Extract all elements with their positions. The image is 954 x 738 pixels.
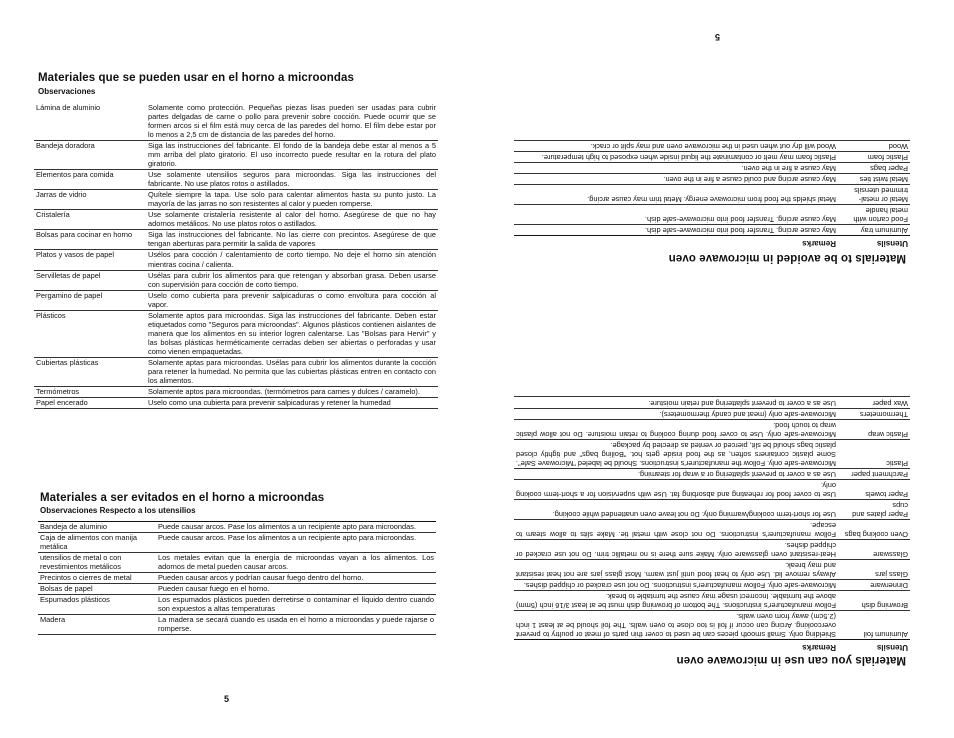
remark-cell: Usélos para cocción / calentamiento de corto tiempo. No deje el horno sin atención mientras cocina / calienta. <box>148 250 436 269</box>
table-row <box>514 539 910 559</box>
remark-cell: Uselo como una cubierta para prevenir salpicaduras y retener la humedad <box>146 397 438 408</box>
material-cell: Paper bags <box>838 163 910 174</box>
remark-cell: Puede causar arcos. Pase los alimentos a un recipiente apto para microondas. <box>156 522 436 533</box>
remark-cell: Siga las instrucciones del fabricante. El fondo de la bandeja debe estar al menos a 5 mm arriba del plato giratorio. El uso incorrecto puede resultar en la rotura del plato giratorio. <box>148 141 436 169</box>
remark-cell: Solamente como protección. Pequeñas piezas lisas pueden ser usadas para cubrir partes delgadas de carne o pollo para prevenir sobre cocción. Puede ocurrir que se formen arcos si el film está muy cerca de las paredes del horno. El film debe estar por lo menos a 2,5 cm de distancia de las paredes del horno. <box>148 103 436 140</box>
remark-cell: Puede causar arcos. Pase los alimentos a un recipiente apto para microondas. <box>156 533 436 553</box>
remark-cell: May cause arcing. Transfer food into microwave-safe dish. <box>514 225 838 236</box>
table-header-row <box>514 236 910 248</box>
table-row <box>514 225 910 236</box>
remark-cell: Pueden causar arcos y podrían causar fuego dentro del horno. <box>156 573 436 584</box>
remark-cell: Use solamente utensilios seguros para microondas. Siga las instrucciones del fabricante. No use platos rotos o astillados. <box>148 170 436 189</box>
table-row <box>514 397 910 408</box>
remark-cell: May cause arcing. Transfer food into microwave-safe dish. <box>514 205 838 225</box>
table-row <box>34 397 438 408</box>
material-cell: Jarras de vidrio <box>34 190 146 210</box>
section-title-avoid-en: Materials to be avoided in microwave oven <box>668 252 906 264</box>
remark-cell: Uselo como cubierta para prevenir salpicaduras o como envoltura para cocción al vapor. <box>148 290 436 309</box>
right-page <box>477 0 954 738</box>
material-cell: Dinnerware <box>838 580 910 591</box>
remark-cell: Microwave-safe only. Use to cover food during cooking to retain moisture. Do not allow plastic wrap to touch food. <box>516 420 836 439</box>
remark-cell: Follow manufacturer's instructions. The bottom of browning dish must be at least 3/16 inch (5mm) above the turntable. Incorrect usage may cause the turntable to break. <box>516 592 836 611</box>
material-cell: Cubiertas plásticas <box>34 357 146 386</box>
remark-cell: Microwave-safe only (meat and candy thermometers). <box>514 408 838 419</box>
table-row <box>34 357 438 386</box>
section-subtitle-avoid: Observaciones Respecto a los utensilios <box>40 506 196 515</box>
material-cell: Thermometers <box>838 408 910 419</box>
material-cell: Papel encerado <box>34 397 146 408</box>
table-row <box>34 141 438 170</box>
table-row <box>34 230 438 250</box>
page-number: 5 <box>224 694 230 704</box>
material-cell: Madera <box>38 615 156 635</box>
material-cell: Bolsas para cocinar en horno <box>34 230 146 250</box>
material-cell: Bandeja doradora <box>34 141 146 170</box>
material-cell: Plastic foam <box>838 152 910 163</box>
material-cell: Lámina de aluminio <box>34 103 146 141</box>
material-cell: Glass jars <box>838 560 910 580</box>
material-cell: Plastic <box>838 439 910 468</box>
table-row <box>514 580 910 591</box>
table-row <box>34 290 438 310</box>
table-row <box>38 595 436 615</box>
table-row <box>514 152 910 163</box>
material-cell: Aluminum foil <box>838 611 910 640</box>
remark-cell: Use as a cover to prevent splattering or a wrap for steaming. <box>514 468 838 479</box>
table-row <box>514 419 910 439</box>
table-row <box>514 163 910 174</box>
avoided-materials-table <box>38 521 436 635</box>
material-cell: Cristalería <box>34 210 146 230</box>
material-cell: Elementos para comida <box>34 170 146 190</box>
remark-cell: Always remove lid. Use only to heat food until just warm. Most glass jars are not heat resistant and may break. <box>516 561 836 580</box>
material-cell: Metal twist ties <box>838 174 910 185</box>
remark-cell: Microwave-safe only. Follow the manufacturer's instructions. Should be labeled "Microwave Safe". Some plastic containers soften, as the food inside gets hot. "Boiling bags" and tightly closed plastic bags should be slit, pierced or vented as directed by package. <box>516 440 836 468</box>
table-row <box>514 591 910 611</box>
material-cell: Plásticos <box>34 310 146 357</box>
header-remarks: Remarks <box>514 236 838 248</box>
material-cell: Food carton with metal handle <box>838 205 910 225</box>
remark-cell: Microwave-safe only. Follow manufacturer's instructions. Do not use cracked or chipped dishes. <box>514 580 838 591</box>
material-cell: Caja de alimentos con manija metálica <box>38 533 156 553</box>
table-row <box>34 190 438 210</box>
remark-cell: Los metales evitan que la energía de microondas vayan a los alimentos. Los adornos de metal pueden causar arcos. <box>158 553 434 572</box>
section-subtitle-usable: Observaciones <box>38 87 96 96</box>
table-row <box>34 270 438 290</box>
table-row <box>38 522 436 533</box>
section-title-usable-en: Materials you can use in microwave oven <box>676 654 906 666</box>
material-cell: Plastic wrap <box>838 419 910 439</box>
table-row <box>514 140 910 151</box>
header-remarks: Remarks <box>514 640 838 652</box>
material-cell: utensilios de metal o con revestimientos metálicos <box>38 553 156 573</box>
table-row <box>514 174 910 185</box>
remark-cell: Pueden causar fuego en el horno. <box>156 584 436 595</box>
page-number: 5 <box>714 32 720 42</box>
table-row <box>514 439 910 468</box>
remark-cell: May cause arcing and could cause a fire in the oven. <box>514 174 838 185</box>
material-cell: Bolsas de papel <box>38 584 156 595</box>
usable-materials-table-en <box>514 397 910 653</box>
table-row <box>514 468 910 479</box>
table-row <box>38 615 436 635</box>
remark-cell: Shielding only. Small smooth pieces can be used to cover thin parts of meat or poultry to prevent overcooking. Arcing can occur if foil is too close to oven walls. The foil should be at least 1 inch (2.5cm) away from oven walls. <box>516 612 836 640</box>
remark-cell: Solamente aptas para microondas. Usélas para cubrir los alimentos durante la cocción para retener la humedad. No permita que las cubiertas plásticas entren en contacto con los alimentos. <box>148 357 436 385</box>
header-utensils: Utensils <box>838 236 910 248</box>
remark-cell: Siga las instrucciones del fabricante. No las cierre con precintos. Asegúrese de que tengan aberturas para permitir la salida de vapores <box>148 230 436 249</box>
material-cell: Pergamino de papel <box>34 290 146 310</box>
material-cell: Precintos o cierres de metal <box>38 573 156 584</box>
table-row <box>514 408 910 419</box>
remark-cell: Plastic foam may melt or contaminate the liquid inside when exposed to high temperature. <box>514 152 838 163</box>
remark-cell: Wood will dry out when used in the microwave oven and may split or crack. <box>514 140 838 151</box>
section-title-usable: Materiales que se pueden usar en el horno a microondas <box>38 72 354 84</box>
table-row <box>514 205 910 225</box>
material-cell: Wood <box>838 140 910 151</box>
table-row <box>34 310 438 357</box>
table-row <box>34 250 438 270</box>
table-row <box>514 499 910 519</box>
material-cell: Oven cooking bags <box>838 519 910 539</box>
material-cell: Espumados plásticos <box>38 595 156 615</box>
material-cell: Aluminum tray <box>838 225 910 236</box>
remark-cell: Use solamente cristalería resistente al calor del horno. Asegúrese de que no hay adornos metálicos. No use platos rotos o astillados. <box>148 210 436 229</box>
material-cell: Servilletas de papel <box>34 270 146 290</box>
remark-cell: Los espumados plásticos pueden derretirse o contaminar el líquido dentro cuando son expuestos a altas temperaturas <box>158 595 434 614</box>
material-cell: Paper towels <box>838 479 910 499</box>
remark-cell: Quítele siempre la tapa. Use solo para calentar alimentos hasta su punto justo. La mayoría de las jarras no son resistentes al calor y pueden romperse. <box>148 190 436 209</box>
table-row <box>34 210 438 230</box>
table-row <box>38 584 436 595</box>
remark-cell: Usélas para cubrir los alimentos para que retengan y absorban grasa. Deben usarse con supervisión para cocción de corto tiempo. <box>148 270 436 289</box>
remark-cell: Follow manufacturer's instructions. Do not close with metal tie. Make slits to allow steam to escape. <box>516 520 836 539</box>
usable-materials-table <box>34 103 438 409</box>
remark-cell: Solamente aptos para microondas. (termómetros para carnes y dulces / caramelo). <box>146 386 438 397</box>
table-row <box>514 479 910 499</box>
material-cell: Parchment paper <box>838 468 910 479</box>
material-cell: Browning dish <box>838 591 910 611</box>
material-cell: Bandeja de aluminio <box>38 522 156 533</box>
table-row <box>514 560 910 580</box>
material-cell: Paper plates and cups <box>838 499 910 519</box>
table-row <box>34 103 438 141</box>
table-row <box>38 553 436 573</box>
table-row <box>514 611 910 640</box>
remark-cell: Metal shields the food from microwave energy. Metal trim may cause arcing. <box>514 185 838 205</box>
material-cell: Wax paper <box>838 397 910 408</box>
section-title-avoid: Materiales a ser evitados en el horno a microondas <box>40 492 325 504</box>
table-row <box>34 386 438 397</box>
table-row <box>38 573 436 584</box>
remark-cell: Use for short-term cooking/warming only. Do not leave oven unattended while cooking. <box>514 499 838 519</box>
header-utensils: Utensils <box>838 640 910 652</box>
table-row <box>514 519 910 539</box>
remark-cell: La madera se secará cuando es usada en el horno a microondas y puede rajarse o romperse. <box>158 615 434 634</box>
remark-cell: Use to cover food for reheating and absorbing fat. Use with supervision for a short-term cooking only. <box>516 480 836 499</box>
material-cell: Metal or metal-trimmed utensils <box>838 185 910 205</box>
remark-cell: Solamente aptos para microondas. Siga las instrucciones del fabricante. Deben estar etiquetados como "Seguros para microondas". Algunos plásticos contienen aislantes de manera que los alimentos en su interior logren calentarse. Las "Bolsas para Hervir" y las bolsas plásticas herméticamente cerradas deben ser abiertas o perforadas y usar como vienen empaquetadas. <box>148 310 436 356</box>
table-row <box>514 185 910 205</box>
table-row <box>38 533 436 553</box>
material-cell: Glassware <box>838 539 910 559</box>
remark-cell: May cause a fire in the oven. <box>514 163 838 174</box>
remark-cell: Use as a cover to prevent splattering and retain moisture. <box>514 397 838 408</box>
rotated-page-content <box>477 0 954 738</box>
table-header-row <box>514 640 910 652</box>
table-row <box>34 170 438 190</box>
remark-cell: Heat-resistant oven glassware only. Make sure there is no metallic trim. Do not use cracked or chipped dishes. <box>516 540 836 559</box>
material-cell: Platos y vasos de papel <box>34 250 146 270</box>
avoided-materials-table-en <box>514 140 910 248</box>
material-cell: Termómetros <box>34 386 146 397</box>
